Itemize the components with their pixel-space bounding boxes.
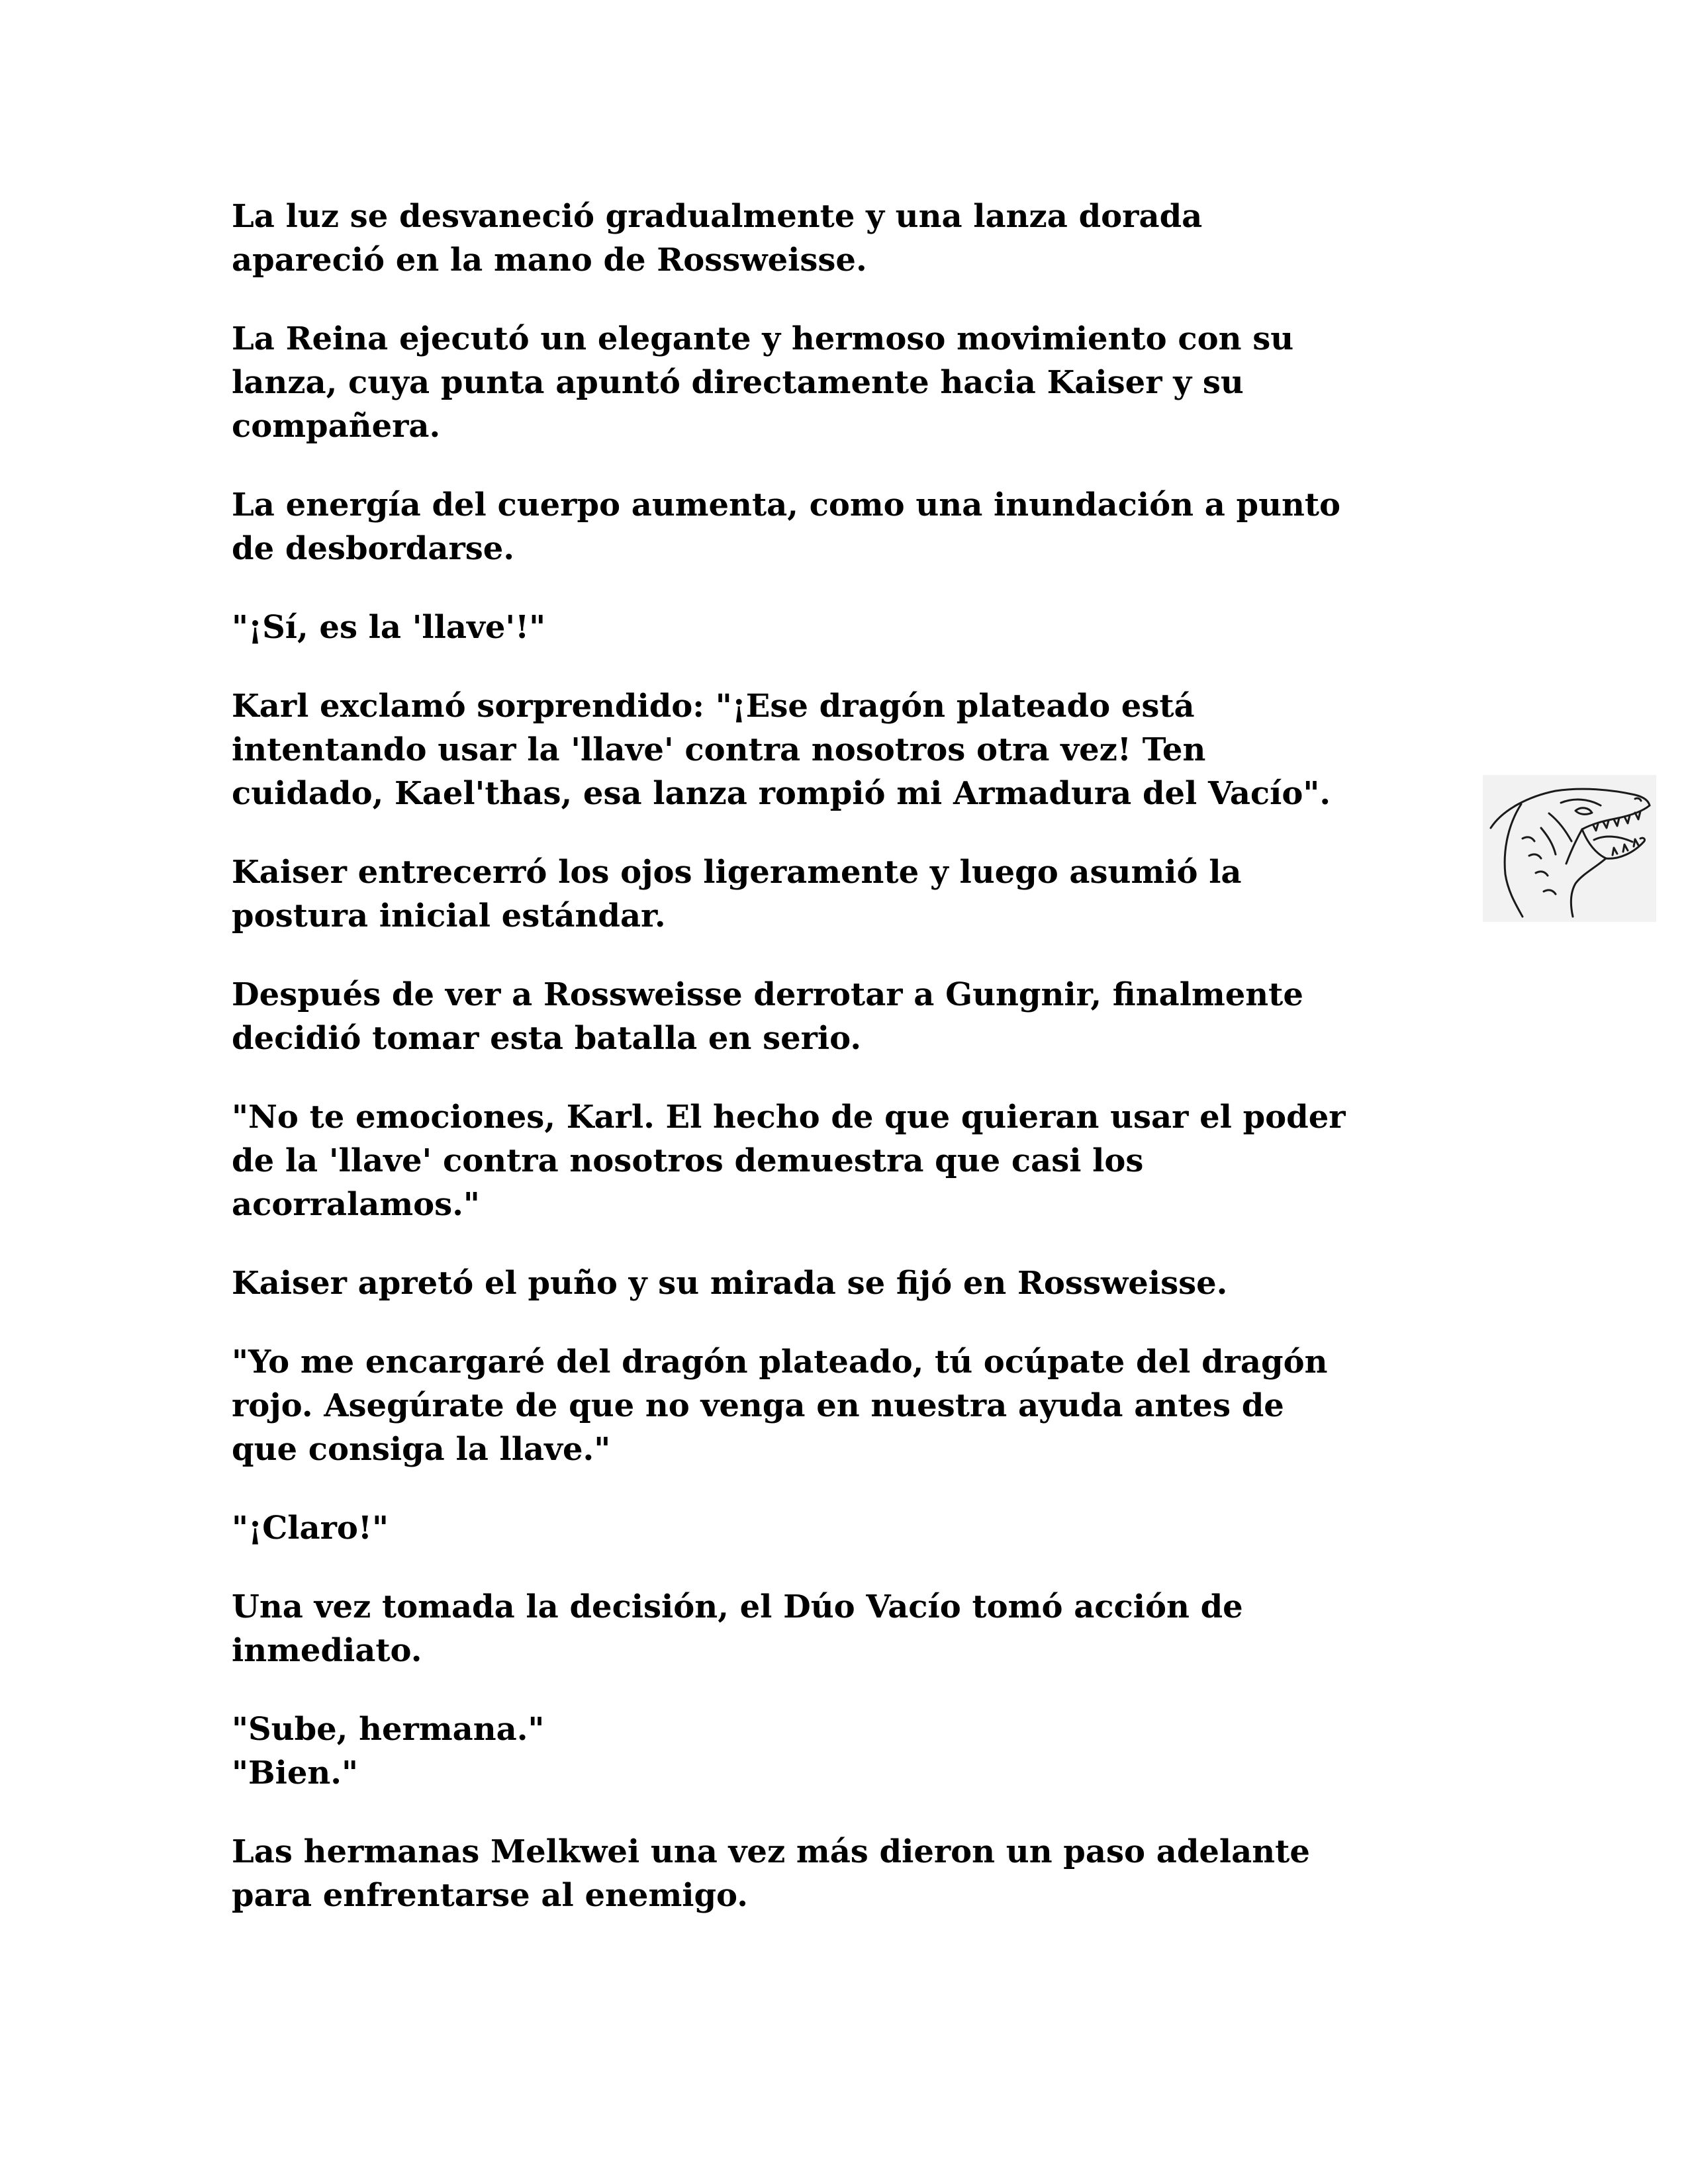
text-line: intentando usar la 'llave' contra nosotros otra vez! Ten [232,731,1206,768]
text-line: "¡Claro!" [232,1510,389,1547]
text-line: Una vez tomada la decisión, el Dúo Vacío tomó acción de [232,1588,1243,1625]
text-line: "No te emociones, Karl. El hecho de que quieran usar el poder [232,1099,1346,1136]
text-line: La Reina ejecutó un elegante y hermoso movimiento con su [232,320,1294,357]
text-line: "Bien." [232,1754,358,1792]
paragraph [232,1095,1346,1226]
text-line: lanza, cuya punta apuntó directamente hacia Kaiser y su [232,364,1244,401]
paragraph [232,1261,1346,1305]
text-line: "Yo me encargaré del dragón plateado, tú ocúpate del dragón [232,1343,1328,1381]
paragraph [232,850,1346,938]
paragraph [232,1506,1346,1550]
text-line: apareció en la mano de Rossweisse. [232,242,867,279]
text-line: Karl exclamó sorprendido: "¡Ese dragón plateado está [232,688,1195,725]
paragraph [232,1707,1346,1795]
text-line: decidió tomar esta batalla en serio. [232,1020,862,1057]
text-line: postura inicial estándar. [232,897,666,934]
text-line: "¡Sí, es la 'llave'!" [232,609,546,646]
text-line: Las hermanas Melkwei una vez más dieron un paso adelante [232,1833,1310,1870]
paragraph [232,684,1346,815]
text-line: rojo. Asegúrate de que no venga en nuestra ayuda antes de [232,1387,1284,1424]
text-line: "Sube, hermana." [232,1711,545,1748]
text-line: compañera. [232,408,441,445]
text-line: cuidado, Kael'thas, esa lanza rompió mi Armadura del Vacío". [232,775,1331,812]
paragraph [232,317,1346,448]
dragon-head-sketch-icon [1483,775,1656,922]
paragraph [232,1340,1346,1471]
paragraph [232,195,1346,282]
paragraph [232,1830,1346,1917]
paragraph [232,606,1346,649]
paragraph [232,483,1346,570]
text-line: inmediato. [232,1632,422,1669]
paragraph [232,1585,1346,1672]
text-line: de la 'llave' contra nosotros demuestra que casi los [232,1142,1144,1179]
paragraph [232,973,1346,1060]
text-line: Kaiser entrecerró los ojos ligeramente y luego asumió la [232,854,1242,891]
text-line: para enfrentarse al enemigo. [232,1877,748,1914]
text-line: de desbordarse. [232,530,515,567]
text-line: La energía del cuerpo aumenta, como una inundación a punto [232,486,1341,523]
text-line: acorralamos." [232,1186,480,1223]
document-body [232,195,1346,1917]
text-line: La luz se desvaneció gradualmente y una lanza dorada [232,198,1203,235]
text-line: Después de ver a Rossweisse derrotar a Gungnir, finalmente [232,976,1303,1013]
text-line: Kaiser apretó el puño y su mirada se fijó en Rossweisse. [232,1265,1228,1302]
text-line: que consiga la llave." [232,1431,611,1468]
